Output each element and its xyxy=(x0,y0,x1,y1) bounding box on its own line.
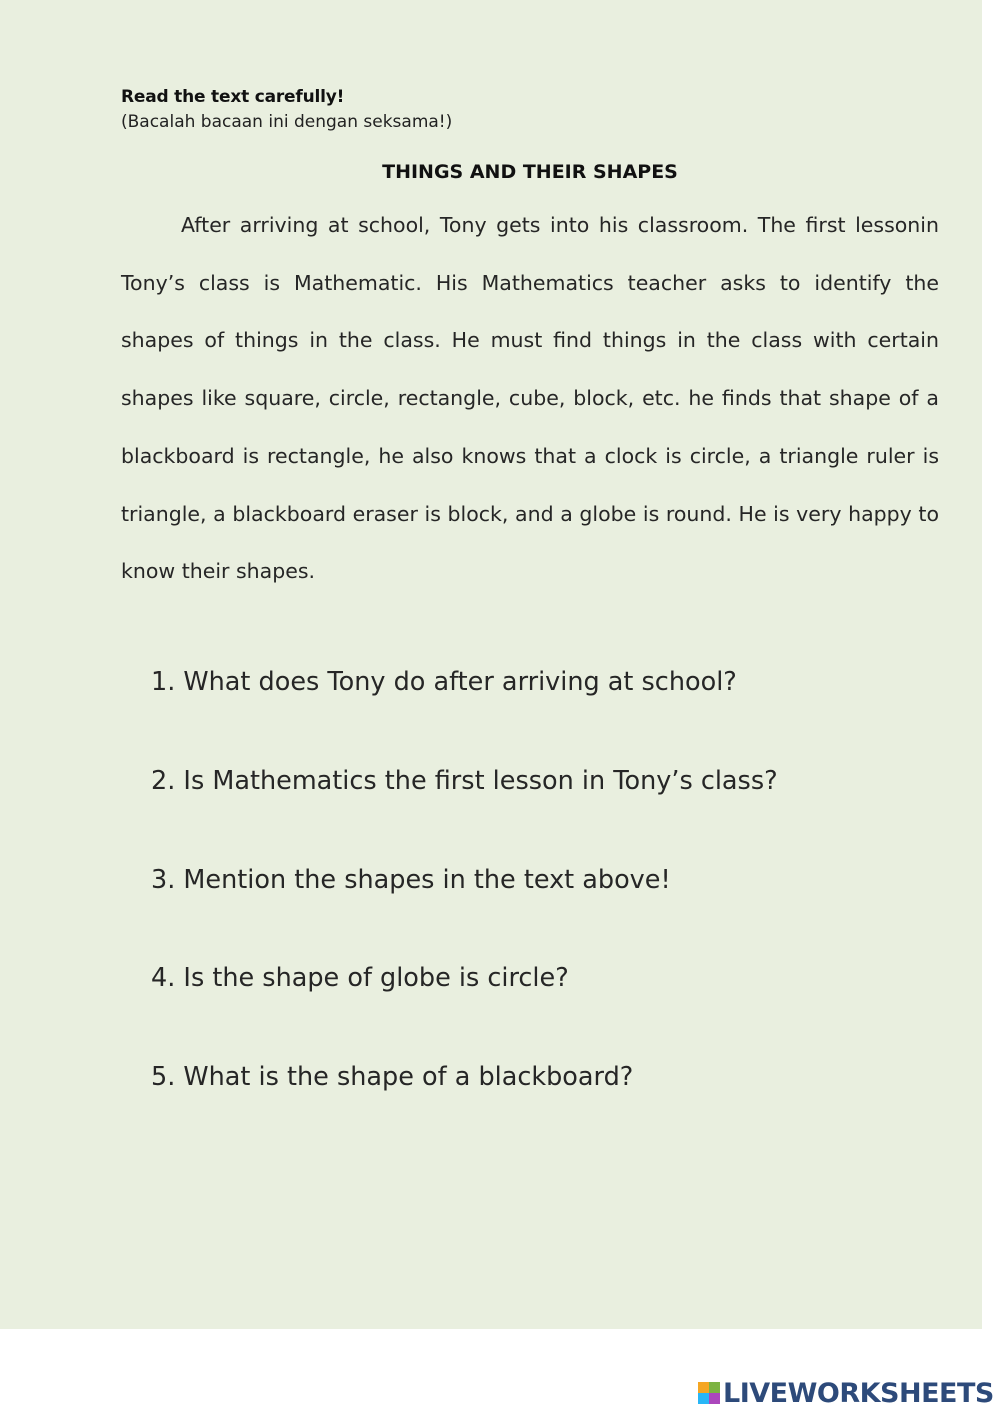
instruction-translation: (Bacalah bacaan ini dengan seksama!) xyxy=(121,112,453,132)
brand-name: LIVEWORKSHEETS xyxy=(723,1377,994,1409)
logo-tile xyxy=(698,1393,709,1404)
logo-tile xyxy=(709,1382,720,1393)
question-list xyxy=(151,662,778,1156)
liveworksheets-brand xyxy=(698,1375,994,1411)
question-item: 1. What does Tony do after arriving at school? xyxy=(151,667,737,697)
liveworksheets-logo-icon xyxy=(698,1382,720,1404)
logo-tile xyxy=(698,1382,709,1393)
logo-tile xyxy=(709,1393,720,1404)
question-item: 2. Is Mathematics the first lesson in Tony’s class? xyxy=(151,765,778,796)
question-item: 5. What is the shape of a blackboard? xyxy=(151,1062,634,1093)
instruction-heading: Read the text carefully! xyxy=(121,87,345,107)
reading-passage: After arriving at school, Tony gets into his classroom. The first lessonin Tony’s class is Mathematic. His Mathematics teacher asks to identify the shapes of things in the class. He must find things in the class with certain shapes like square, circle, rectangle, cube, block, etc. he finds that shape of a blackboard is rectangle, he also knows that a clock is circle, a triangle ruler is triangle, a blackboard eraser is block, and a globe is round. He is very happy to know their shapes. xyxy=(121,213,939,584)
passage-title: THINGS AND THEIR SHAPES xyxy=(382,161,678,183)
question-item: 3. Mention the shapes in the text above! xyxy=(151,864,671,895)
question-item: 4. Is the shape of globe is circle? xyxy=(151,963,569,994)
